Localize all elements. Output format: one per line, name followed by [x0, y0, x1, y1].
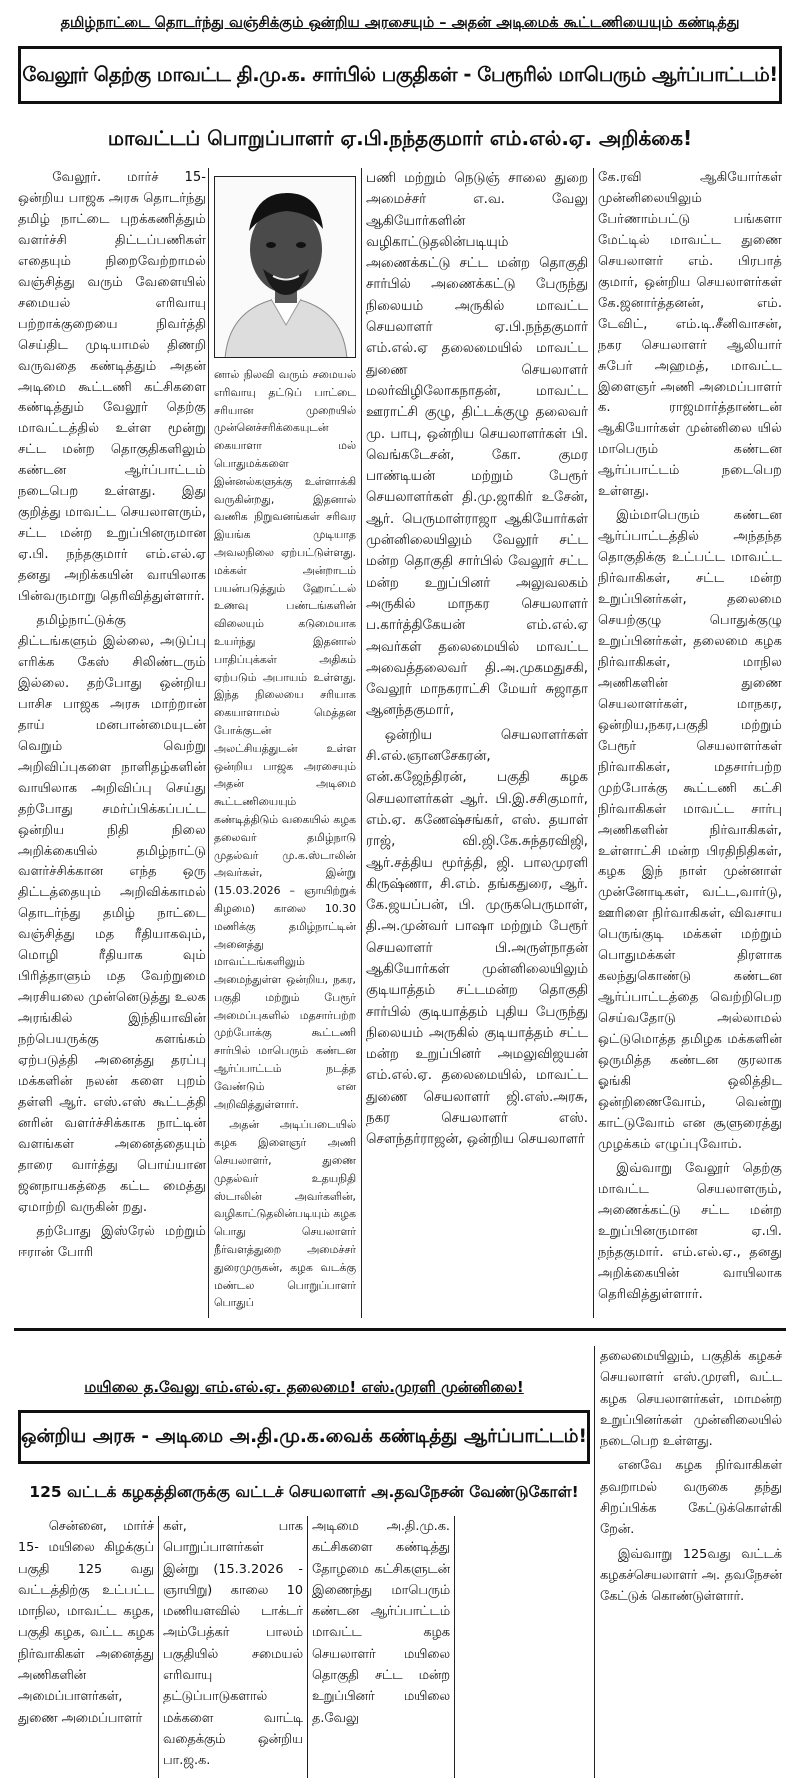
story2-col4-para: தலைமையிலும், பகுதிக் கழகச் செயலாளர் எஸ்.முரளி, வட்ட கழக செயலாளர்கள், மாமன்ற உறுப்பினர்கள் முன்னிலையில் நடைபெற உள்ளது. — [600, 1349, 782, 1450]
story1-col2-para: அதன் அடிப்படையில் கழக இளைஞர் அணி செயலாளர், துணை முதல்வர் உதயநிதி ஸ்டாலின் அவர்களின், வழிகாட்டுதலின்படியும் கழக பொது செயலாளர் நீர்வளத்துறை அமைச்சர் துரைமுருகன், கழக வடக்கு மண்டல பொறுப்பாளர் பொதுப் — [214, 1118, 356, 1310]
story1-col2-para: னால் நிலவி வரும் சமையல் எரிவாயு தட்டுப் பாட்டை சரியான முறையில் முன்னெச்சரிக்கையுடன் கையாளா மல் பொதுமக்களை இன்னல்களுக்கு உள்ளாக்கி வருகின்றது, இதனால் வணிக நிறுவனங்கள் சரிவர இயங்க முடியாத அவலநிலை ஏற்பட்டுள்ளது. மக்கள் அன்றாடம் பயன்படுத்தும் ஹோட்டல் உணவு பண்டங்களின் விலையும் கடுமையாக உயர்ந்து இதனால் பாதிப்புக்கள் அதிகம் ஏற்படும் அபாயம் உள்ளது. இந்த நிலையை சரியாக கையாளாமல் மெத்தன போக்குடன் அலட்சியத்துடன் உள்ள ஒன்றிய பாஜக அரசையும் அதன் அடிமை கூட்டணியையும் கண்டித்திடும் வகையில் கழக தலைவர் தமிழ்நாடு முதல்வர் மு.க.ஸ்டாலின் அவர்கள், இன்று (15.03.2026 – ஞாயிற்றுக் கிழமை) காலை 10.30 மணிக்கு தமிழ்நாட்டின் அனைத்து மாவட்டங்களிலும் அமைந்துள்ள ஒன்றிய, நகர, பகுதி மற்றும் பேரூர் அமைப்புகளில் மதசார்பற்ற முற்போக்கு கூட்டணி சார்பில் மாபெரும் கண்டன ஆர்ப்பாட்டம் நடத்த வேண்டும் என அறிவித்துள்ளார். — [214, 368, 356, 1111]
story2-headline: ஒன்றிய அரசு - அடிமை அ.தி.மு.க.வைக் கண்டித்து ஆர்ப்பாட்டம்! — [18, 1410, 590, 1464]
story1-col3-para: ஒன்றிய செயலாளர்கள் சி.எல்.ஞானசேகரன், என்.கஜேந்திரன், பகுதி கழக செயலாளர்கள் ஆர். பி.இ.சசிகுமார், எம்.ஏ. கணேஷ்சங்கர், எஸ். தயாள் ராஜ், வி.ஜி.கே.சுந்தரவிஜி, ஆர்.சத்திய மூர்த்தி, ஜி. பாலமுரளி கிருஷ்ணா, சி.எம். தங்கதுரை, ஆர். கே.ஜயப்பன், பி. முருகபெருமாள், தி.அ.முன்வர் பாஷா மற்றும் பேரூர் செயலாளர் பி.அருள்நாதன் ஆகியோர்கள் முன்னிலையிலும் குடியாத்தம் சட்டமன்ற தொகுதி சார்பில் குடியாத்தம் புதிய பேருந்து நிலையம் அருகில் குடியாத்தம் சட்ட மன்ற உறுப்பினர் அமலுவிஜயன் எம்.எல்.ஏ. தலைமையில், மாவட்ட துணை செயலாளர் ஜி.எஸ்.அரசு, நகர செயலாளர் எஸ். சௌந்தர்ராஜன், ஒன்றிய செயலாளர் — [366, 727, 588, 1148]
story2-kicker: மயிலை த.வேலு எம்.எல்.ஏ. தலைமை! எஸ்.முரளி முன்னிலை! — [84, 1378, 524, 1396]
story2-subhead: 125 வட்டக் கழகத்தினருக்கு வட்டச் செயலாளர் அ.தவநேசன் வேண்டுகோள்! — [29, 1483, 579, 1501]
story1-column-3 — [366, 168, 588, 1320]
story1-col1-para: வேலூர். மார்ச் 15- ஒன்றிய பாஜக அரசு தொடர்ந்து தமிழ் நாட்டை புறக்கணித்தும் வளர்ச்சி திட்டப்பணிகள் எதையும் நிறைவேற்றாமல் வஞ்சித்து வரும் வேளையில் சமையல் எரிவாயு பற்றாக்குறையை நிவர்த்தி செய்திட முடியாமல் திணறி வருவதை கண்டித்தும் அதன் அடிமை கூட்டணி கட்சிகளை கண்டித்தும் வேலூர் தெற்கு மாவட்டத்தில் உள்ள மூன்று சட்ட மன்ற தொகுதிகளிலும் கண்டன ஆர்ப்பாட்டம் நடைபெற உள்ளது. இது குறித்து மாவட்ட செயலாளரும், சட்ட மன்ற உறுப்பினருமான ஏ.பி. நந்தகுமார் எம்.எல்.ஏ தனது அறிக்கயின் வாயிலாக பின்வருமாறு தெரிவித்துள்ளார். — [18, 170, 206, 605]
story2-column-1 — [18, 1516, 154, 1780]
story2-col4-para: எனவே கழக நிர்வாகிகள் தவறாமல் வருகை தந்து சிறப்பிக்க கேட்டுக்கொள்கி றேன். — [600, 1458, 782, 1538]
story1-col1-para: தற்போது இஸ்ரேல் மற்றும் ஈரான் போரி — [18, 1223, 206, 1260]
story2-column-3 — [312, 1516, 450, 1780]
column-divider — [158, 1516, 159, 1778]
story2-col3-para: அடிமை அ.தி.மு.க. கட்சிகளை கண்டித்து தோழமை கட்சிகளுடன் இணைந்து மாபெரும் கண்டன ஆர்ப்பாட்டம் மாவட்ட கழக செயலாளர் மயிலை தொகுதி சட்ட மன்ற உறுப்பினர் மயிலை த.வேலு — [312, 1519, 450, 1726]
story1-col4-para: இவ்வாறு வேலூர் தெற்கு மாவட்ட செயலாளரும், அணைக்கட்டு சட்ட மன்ற உறுப்பினருமான ஏ.பி. நந்தகுமார். எம்.எல்.ஏ., தனது அறிக்கையின் வாயிலாக தெரிவித்துள்ளார். — [598, 1160, 782, 1302]
story2-col2-para: கள், பாக பொறுப்பாளர்கள் இன்று (15.3.2026 - ஞாயிறு) காலை 10 மணியளவில் டாக்டர் அம்பேத்கர் பாலம் பகுதியில் சமையல் எரிவாயு தட்டுப்பாடுகளால் மக்களை வாட்டி வதைக்கும் ஒன்றிய பா.ஜ.க. — [163, 1519, 303, 1769]
story1-subhead: மாவட்டப் பொறுப்பாளர் ஏ.பி.நந்தகுமார் எம்.எல்.ஏ. அறிக்கை! — [107, 126, 693, 150]
column-divider — [361, 168, 362, 1318]
story2-column-4 — [600, 1346, 782, 1780]
story1-kicker: தமிழ்நாட்டை தொடர்ந்து வஞ்சிக்கும் ஒன்றிய அரசையும் – அதன் அடிமைக் கூட்டணியையும் கண்டித்து — [60, 15, 740, 31]
story1-col1-para: தமிழ்நாட்டுக்கு திட்டங்களும் இல்லை, அடுப்பு எரிக்க கேஸ் சிலிண்டரும் இல்லை. தற்போது ஒன்றிய பாசிச பாஜக அரசு மாற்றான் தாய் மனபான்மையுடன் வெறும் வெற்று அறிவிப்புகளை நாளிதழ்களின் வாயிலாக அறிவிப்பு செய்து தற்போது சமர்ப்பிக்கப்பட்ட ஒன்றிய நிதி நிலை அறிக்கையில் தமிழ்நாட்டு வளர்ச்சிக்கான எந்த ஒரு திட்டத்தையும் அறிவிக்காமல் தொடர்ந்து தமிழ் நாட்டை வஞ்சித்து மத ரீதியாகவும், மொழி ரீதியாக வும் பிரித்தாளும் மத வேற்றுமை அரசியலை முன்னெடுத்து உலக அரங்கில் இந்தியாவின் நற்பெயருக்கு களங்கம் ஏற்படுத்தி அனைத்து தரப்பு மக்களின் நலன் களை புறம் தள்ளி ஆர். எஸ்.எஸ் கூட்டத்தி னரின் வளர்ச்சிக்காக நாட்டின் வளங்கள் அனைத்தையும் தாரை வார்த்து பொய்யான ஜனநாயகத்தை கட்ட மைத்து ஏமாற்றி வருகின் றது. — [18, 613, 206, 1215]
section-divider — [14, 1328, 786, 1331]
story1-column-2 — [214, 366, 356, 1320]
column-divider — [593, 168, 594, 1318]
portrait-illustration — [215, 177, 356, 358]
story1-headline: வேலூர் தெற்கு மாவட்ட தி.மு.க. சார்பில் பகுதிகள் - பேரூரில் மாபெரும் ஆர்ப்பாட்டம்! — [18, 46, 782, 104]
story1-column-1 — [18, 168, 206, 1320]
column-divider — [594, 1346, 595, 1778]
portrait-photo — [214, 176, 356, 358]
story1-col4-para: இம்மாபெரும் கண்டன ஆர்ப்பாட்டத்தில் அந்தந்த தொகுதிக்கு உட்பட்ட மாவட்ட நிர்வாகிகள், சட்ட மன்ற உறுப்பினர்கள், தலைமை செயற்குழு பொதுக்குழு உறுப்பினர்கள், தலைமை கழக நிர்வாகிகள், மாநில அணிகளின் துணை செயலாளர்கள், மாநகர, ஒன்றிய,நகர,பகுதி மற்றும் பேரூர் செயலாளர்கள் நிர்வாகிகள், மதசார்பற்ற முற்போக்கு கூட்டணி கட்சி நிர்வாகிகள் மாவட்ட சார்பு அணிகளின் நிர்வாகிகள், உள்ளாட்சி மன்ற பிரதிநிதிகள், கழக இந் நாள் முன்னாள் முன்னோடிகள், வட்ட,வார்டு, ஊரிளை நிர்வாகிகள், விவசாய பெருங்குடி மக்கள் மற்றும் பொதுமக்கள் திரளாக கலந்துகொண்டு கண்டன ஆர்ப்பாட்டத்தை வெற்றிபெற செய்வதோடு அல்லாமல் ஒட்டுமொத்த தமிழக மக்களின் ஒருமித்த கண்டன குரலாக ஓங்கி ஒலித்திட ஒன்றிணைவோம், வென்று காட்டுவோம் என சூளுரைத்து முழக்கம் எழுப்புவோம். — [598, 508, 782, 1152]
story1-column-4 — [598, 168, 782, 1320]
column-divider — [208, 168, 209, 1318]
column-divider — [454, 1516, 455, 1778]
story2-column-2 — [163, 1516, 303, 1780]
story1-col3-para: பணி மற்றும் நெடுஞ் சாலை துறை அமைச்சர் எ.வ. வேலு ஆகியோர்களின் வழிகாட்டுதலின்படியும் அணைக்கட்டு சட்ட மன்ற தொகுதி சார்பில் அணைக்கட்டு பேருந்து நிலையம் அருகில் மாவட்ட செயலாளர் ஏ.பி.நந்தகுமார் எம்.எல்.ஏ தலைமையில் மாவட்ட துணை செயலாளர் மலர்விழிலோகநாதன், மாவட்ட ஊராட்சி குழு, திட்டக்குழு தலைவர் மு. பாபு, ஒன்றிய செயலாளர்கள் பி. வெங்கடேசன், கோ. குமர பாண்டியன் மற்றும் பேரூர் செயலாளர்கள் தி.மு.ஜாகிர் உசேன், ஆர். பெருமாள்ராஜா ஆகியோர்கள் முன்னிலையிலும் வேலூர் சட்ட மன்ற தொகுதி சார்பில் வேலூர் சட்ட மன்ற உறுப்பினர் அலுவலகம் அருகில் மாநகர செயலாளர் ப.கார்த்திகேயன் எம்.எல்.ஏ அவர்கள் தலைமையில் மாவட்ட அவைத்தலைவர் தி.அ.முகமதுசகி, வேலூர் மாநகராட்சி மேயர் சுஜாதா ஆனந்தகுமார், — [366, 171, 588, 719]
column-divider — [307, 1516, 308, 1778]
story1-col4-para: கே.ரவி ஆகியோர்கள் முன்னிலையிலும் பேர்ணாம்பட்டு பங்களா மேட்டில் மாவட்ட துணை செயலாளர் எம். பிரபாத் குமார், ஒன்றிய செயலாளர்கள் கே.ஜனார்த்தனன், எம். டேவிட், எம்.டி.சீனிவாசன், நகர செயலாளர் ஆலியார் சுபேர் அஹமத், மாவட்ட இளைஞர் அணி அமைப்பாளர் க. ராஜமார்த்தாண்டன் ஆகியோர்கள் முன்னிலை யில் மாபெரும் கண்டன ஆர்ப்பாட்டம் நடைபெற உள்ளது. — [598, 170, 782, 500]
story2-col1-para: சென்னை, மார்ச் 15- மயிலை கிழக்குப் பகுதி 125 வது வட்டத்திற்கு உட்பட்ட மாநில, மாவட்ட கழக, பகுதி கழக, வட்ட கழக நிர்வாகிகள் அனைத்து அணிகளின் அமைப்பாளர்கள், துணை அமைப்பாளர் — [18, 1519, 154, 1726]
story2-col4-para: இவ்வாறு 125வது வட்டக் கழகச்செயலாளர் அ. தவநேசன் கேட்டுக் கொண்டுள்ளார். — [600, 1546, 782, 1605]
